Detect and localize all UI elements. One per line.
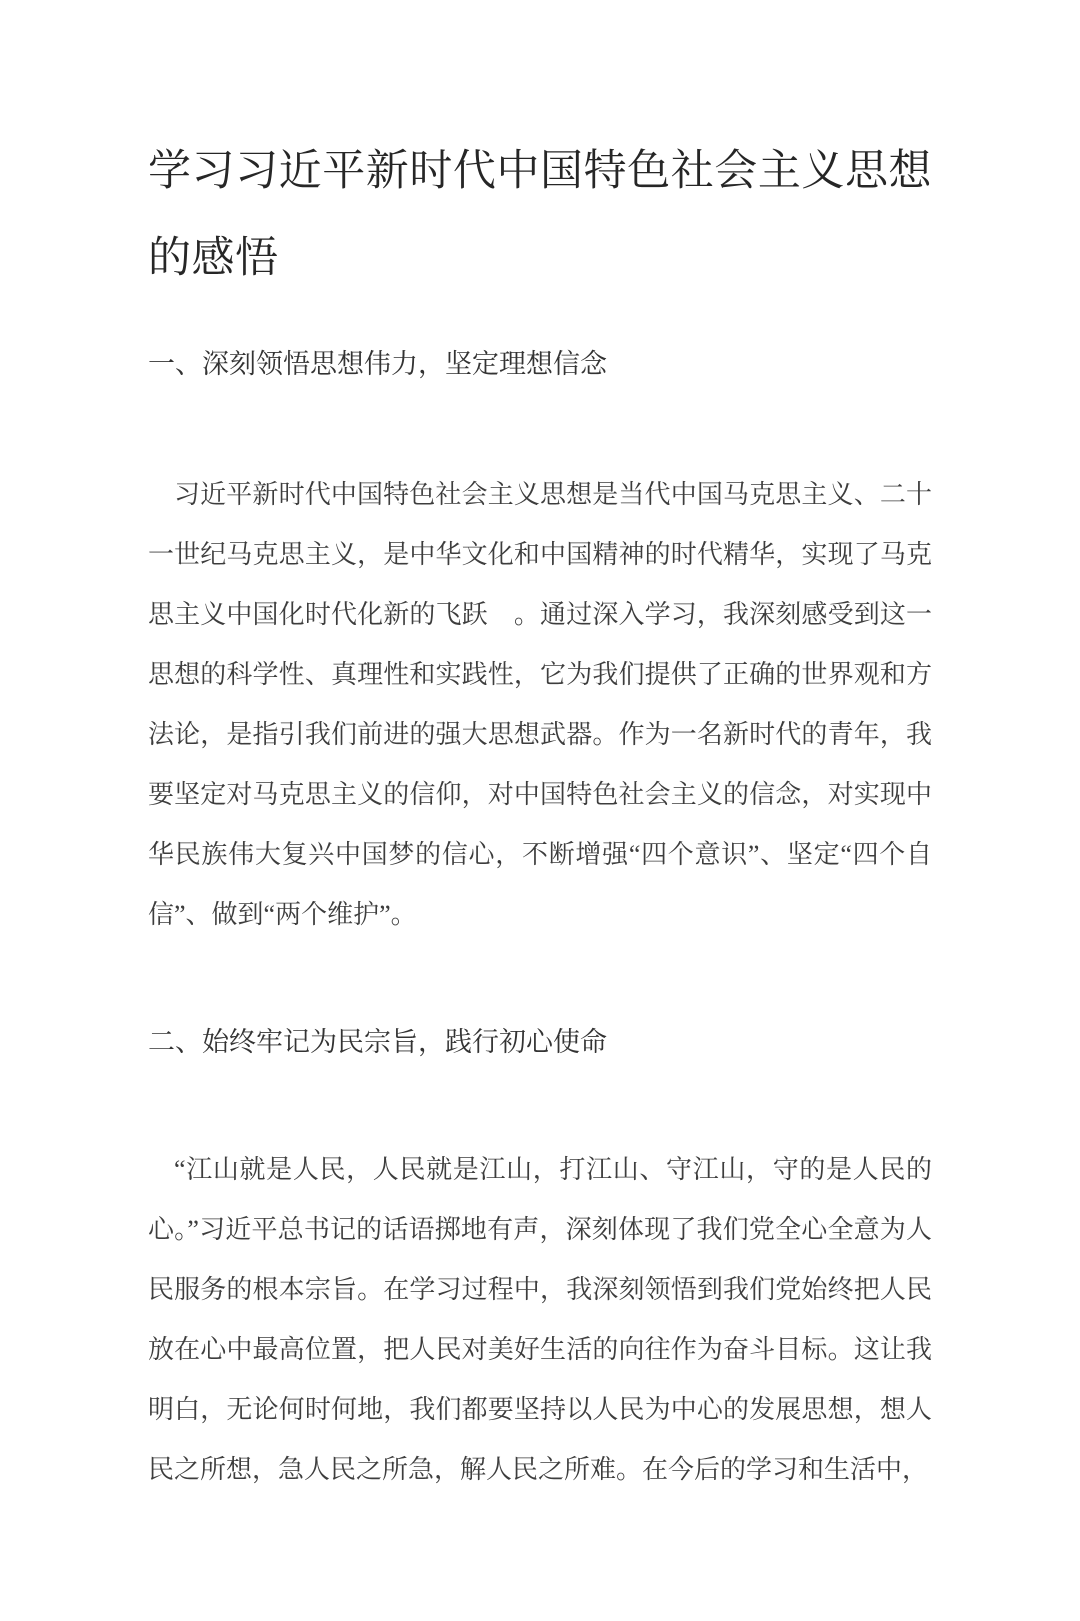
section-2-paragraph: “江山就是人民，人民就是江山，打江山、守江山，守的是人民的心。”习近平总书记的话语掷地有声，深刻体现了我们党全心全意为人民服务的根本宗旨。在学习过程中，我深刻领悟到我们党始终把人民放在心中最高位置，把人民对美好生活的向往作为奋斗目标。这让我明白，无论何时何地，我们都要坚持以人民为中心的发展思想，想人民之所想，急人民之所急，解人民之所难。在今后的学习和生活中， <box>148 1155 932 1484</box>
document-content <box>148 128 932 1500</box>
section-1-heading: 一、深刻领悟思想伟力，坚定理想信念 <box>148 349 607 379</box>
section-2-heading: 二、始终牢记为民宗旨，践行初心使命 <box>148 1027 607 1057</box>
section-1-paragraph: 习近平新时代中国特色社会主义思想是当代中国马克思主义、二十一世纪马克思主义，是中华文化和中国精神的时代精华，实现了马克思主义中国化时代化新的飞跃 。通过深入学习，我深刻感受到这一思想的科学性、真理性和实践性，它为我们提供了正确的世界观和方法论，是指引我们前进的强大思想武器。作为一名新时代的青年，我要坚定对马克思主义的信仰，对中国特色社会主义的信念，对实现中华民族伟大复兴中国梦的信心，不断增强“四个意识”、坚定“四个自信”、做到“两个维护”。 <box>148 480 932 929</box>
document-title: 学习习近平新时代中国特色社会主义思想的感悟 <box>148 148 932 282</box>
